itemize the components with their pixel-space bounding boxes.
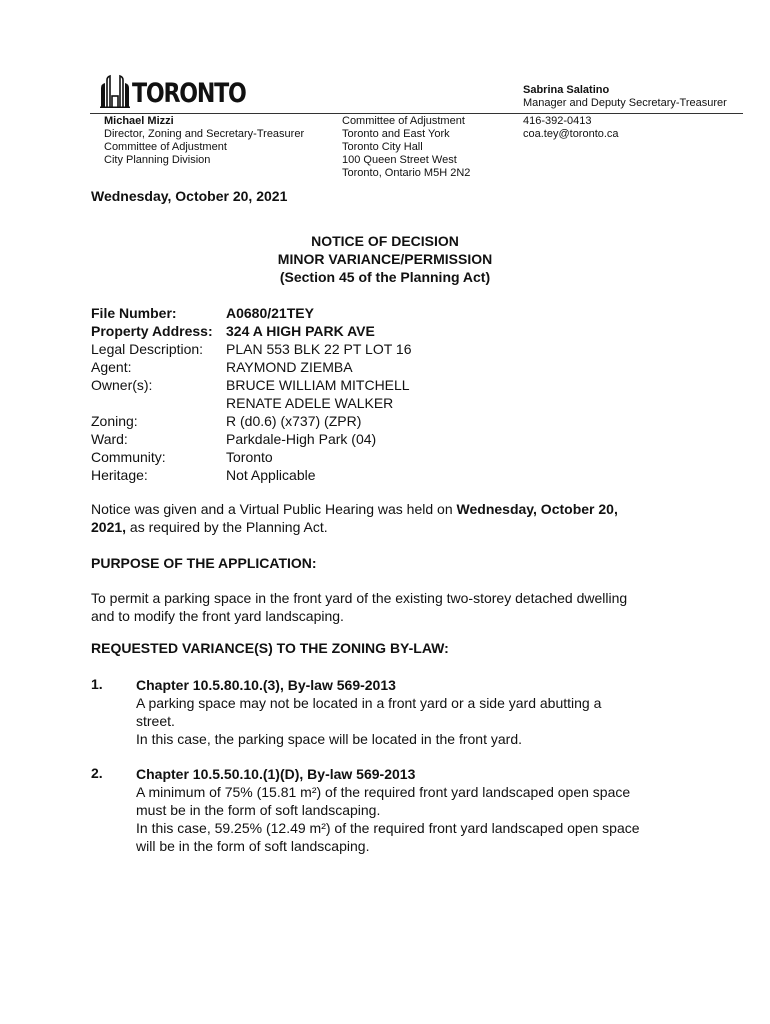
field-value: PLAN 553 BLK 22 PT LOT 16 bbox=[226, 341, 412, 357]
director-line: Director, Zoning and Secretary-Treasurer bbox=[104, 128, 305, 140]
purpose-heading: PURPOSE OF THE APPLICATION: bbox=[91, 555, 317, 571]
title-line: (Section 45 of the Planning Act) bbox=[279, 269, 491, 285]
address-line: Toronto and East York bbox=[342, 128, 450, 140]
variance-item bbox=[136, 765, 696, 855]
variance-line: In this case, 59.25% (12.49 m²) of the required front yard landscaped open space bbox=[136, 820, 640, 836]
variance-line: In this case, the parking space will be located in the front yard. bbox=[136, 731, 522, 747]
notice-text: Notice was given and a Virtual Public Hearing was held on bbox=[91, 501, 457, 517]
header-divider bbox=[90, 113, 743, 114]
notice-date: Wednesday, October 20, bbox=[456, 501, 618, 517]
field-row bbox=[91, 394, 412, 412]
address-line: 100 Queen Street West bbox=[342, 154, 457, 166]
field-value: BRUCE WILLIAM MITCHELL bbox=[226, 377, 410, 393]
notice-year: 2021, bbox=[91, 519, 127, 535]
field-label: Owner(s): bbox=[91, 377, 153, 393]
variances-heading: REQUESTED VARIANCE(S) TO THE ZONING BY-LAW: bbox=[91, 640, 449, 656]
logo-wordmark: TORONTO bbox=[132, 78, 246, 109]
email-address: coa.tey@toronto.ca bbox=[523, 128, 619, 140]
notice-title bbox=[0, 232, 770, 286]
director-block bbox=[104, 115, 304, 167]
field-label bbox=[91, 394, 226, 412]
field-row bbox=[91, 304, 412, 322]
file-details bbox=[91, 304, 412, 484]
variance-title: Chapter 10.5.50.10.(1)(D), By-law 569-2013 bbox=[136, 766, 416, 782]
field-value: R (d0.6) (x737) (ZPR) bbox=[226, 413, 362, 429]
hearing-notice bbox=[91, 500, 691, 536]
address-line: Committee of Adjustment bbox=[342, 115, 465, 127]
director-line: City Planning Division bbox=[104, 154, 211, 166]
field-label: File Number: bbox=[91, 305, 177, 321]
director-name: Michael Mizzi bbox=[104, 115, 174, 127]
office-address-block bbox=[342, 115, 470, 180]
address-line: Toronto, Ontario M5H 2N2 bbox=[342, 167, 471, 179]
sender-name: Sabrina Salatino bbox=[523, 84, 610, 96]
title-line: MINOR VARIANCE/PERMISSION bbox=[277, 251, 493, 267]
field-row bbox=[91, 448, 412, 466]
variance-line: street. bbox=[136, 713, 175, 729]
field-row bbox=[91, 358, 412, 376]
director-line: Committee of Adjustment bbox=[104, 141, 227, 153]
variance-number: 2. bbox=[91, 765, 103, 781]
purpose-line: and to modify the front yard landscaping. bbox=[91, 608, 344, 624]
notice-line bbox=[91, 500, 691, 518]
field-label: Property Address: bbox=[91, 323, 213, 339]
field-label: Legal Description: bbox=[91, 341, 204, 357]
variance-line: A minimum of 75% (15.81 m²) of the required front yard landscaped open space bbox=[136, 784, 631, 800]
variance-title: Chapter 10.5.80.10.(3), By-law 569-2013 bbox=[136, 677, 396, 693]
field-value: Toronto bbox=[226, 449, 273, 465]
toronto-logo bbox=[100, 70, 271, 108]
purpose-line: To permit a parking space in the front yard of the existing two-storey detached dwelling bbox=[91, 590, 628, 606]
variance-line: will be in the form of soft landscaping. bbox=[136, 838, 370, 854]
field-row bbox=[91, 430, 412, 448]
title-line: NOTICE OF DECISION bbox=[311, 233, 459, 249]
variance-number: 1. bbox=[91, 676, 103, 692]
field-value: Parkdale-High Park (04) bbox=[226, 431, 377, 447]
field-row bbox=[91, 340, 412, 358]
field-label: Community: bbox=[91, 449, 166, 465]
field-row bbox=[91, 322, 412, 340]
field-label: Zoning: bbox=[91, 413, 138, 429]
field-label: Heritage: bbox=[91, 467, 148, 483]
field-row bbox=[91, 466, 412, 484]
purpose-text bbox=[91, 589, 691, 625]
variance-line: A parking space may not be located in a front yard or a side yard abutting a bbox=[136, 695, 602, 711]
notice-line bbox=[91, 518, 691, 536]
field-label: Agent: bbox=[91, 359, 132, 375]
field-value: 324 A HIGH PARK AVE bbox=[226, 323, 375, 339]
sender-block bbox=[523, 84, 727, 110]
field-row bbox=[91, 376, 412, 394]
city-hall-icon bbox=[100, 72, 130, 108]
phone-number: 416-392-0413 bbox=[523, 115, 592, 127]
variance-line: must be in the form of soft landscaping. bbox=[136, 802, 381, 818]
sender-title: Manager and Deputy Secretary-Treasurer bbox=[523, 97, 727, 109]
field-value: RENATE ADELE WALKER bbox=[226, 395, 394, 411]
field-label: Ward: bbox=[91, 431, 128, 447]
contact-block bbox=[523, 115, 619, 141]
decision-date: Wednesday, October 20, 2021 bbox=[91, 188, 288, 204]
field-value: RAYMOND ZIEMBA bbox=[226, 359, 353, 375]
address-line: Toronto City Hall bbox=[342, 141, 423, 153]
notice-text: as required by the Planning Act. bbox=[126, 519, 328, 535]
field-value: Not Applicable bbox=[226, 467, 316, 483]
field-value: A0680/21TEY bbox=[226, 305, 314, 321]
field-row bbox=[91, 412, 412, 430]
variance-item bbox=[136, 676, 696, 748]
